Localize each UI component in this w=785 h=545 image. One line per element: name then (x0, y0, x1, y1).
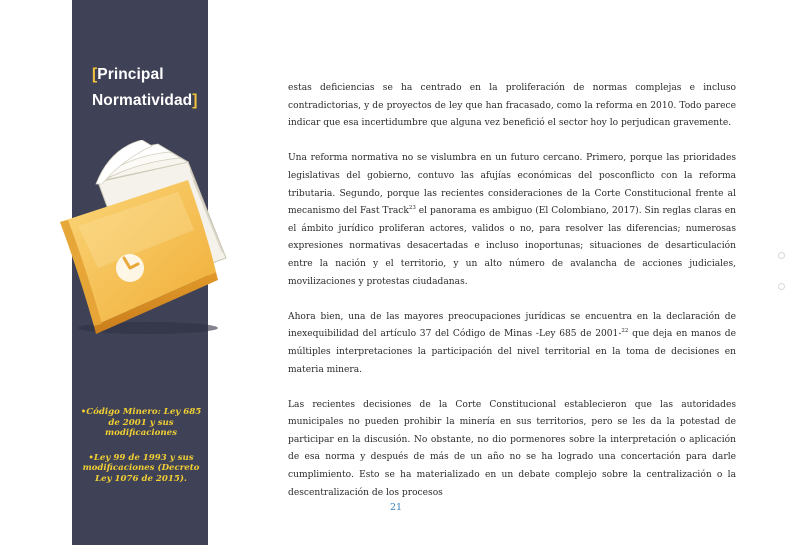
sidebar-title (92, 62, 207, 114)
paragraph-1: estas deficiencias se ha centrado en la proliferación de normas complejas e incluso contradictorias, y de proyectos de ley que han fracasado, como la reforma en 2010. Todo parece indicar que esa incertidumbre que alguna vez benefició el sector hoy lo perjudican gravemente. (288, 83, 736, 129)
paragraph-2-part-a: Una reforma normativa no se vislumbra en un futuro cercano. Primero, porque las prioridades legislativas del gobierno, contuvo las afujías económicas del posconflicto con la reforma tributaria. Segundo, porque las recientes consideraciones de la Corte Constitucional frente al mecanismo del Fast Track (288, 153, 736, 217)
footnote-ref-23[interactable]: 23 (408, 205, 416, 212)
bullet-item: • Ley 99 de 1993 y sus modificaciones (Decreto Ley 1076 de 2015). (80, 453, 202, 485)
book-illustration (38, 140, 233, 340)
paragraph-4: Las recientes decisiones de la Corte Constitucional establecieron que las autoridades municipales no pueden prohibir la minería en sus territorios, pero se les da la potestad de participar en la discusión. No obstante, no dio pormenores sobre la interpretación o aplicación de esa norma y después de más de un año no se ha logrado una concertación para darle cumplimiento. Esto se ha materializado en un debate complejo sobre la centralización o la descentralización de los procesos (288, 399, 736, 498)
title-line-1: Principal (97, 66, 164, 83)
page-nav-dots (778, 252, 784, 314)
nav-dot-icon[interactable] (778, 283, 785, 290)
paragraph-2 (288, 150, 736, 291)
paragraph-3-part-a: Ahora bien, una de las mayores preocupaciones jurídicas se encuentra en la declaración de inexequibilidad del artículo 37 del Código de Minas -Ley 685 de 2001- (288, 311, 736, 340)
sidebar-bullet-list (80, 407, 202, 498)
title-line-2: Normatividad (92, 92, 193, 109)
body-text (288, 80, 736, 520)
footnote-ref-22[interactable]: 22 (621, 328, 629, 335)
paragraph-3 (288, 309, 736, 379)
page-number: 21 (390, 502, 403, 513)
nav-dot-icon[interactable] (778, 252, 785, 259)
title-bracket-close: ] (192, 92, 198, 109)
bullet-item: • Código Minero: Ley 685 de 2001 y sus modificaciones (80, 407, 202, 439)
title-bracket-open: [ (92, 66, 98, 83)
paragraph-2-part-b: el panorama es ambiguo (El Colombiano, 2017). Sin reglas claras en el ámbito jurídico proliferan actores, validos o no, para resolver las diferencias; numerosas expresiones normativas desacertadas e incluso inoportunas; situaciones de desarticulación entre la nación y el territorio, y un alto número de avalancha de acciones judiciales, movilizaciones y protestas ciudadanas. (288, 206, 736, 287)
paragraph-3-part-b: que deja en manos de múltiples interpretaciones la participación del nivel territorial en la toma de decisiones en materia minera. (288, 329, 736, 375)
